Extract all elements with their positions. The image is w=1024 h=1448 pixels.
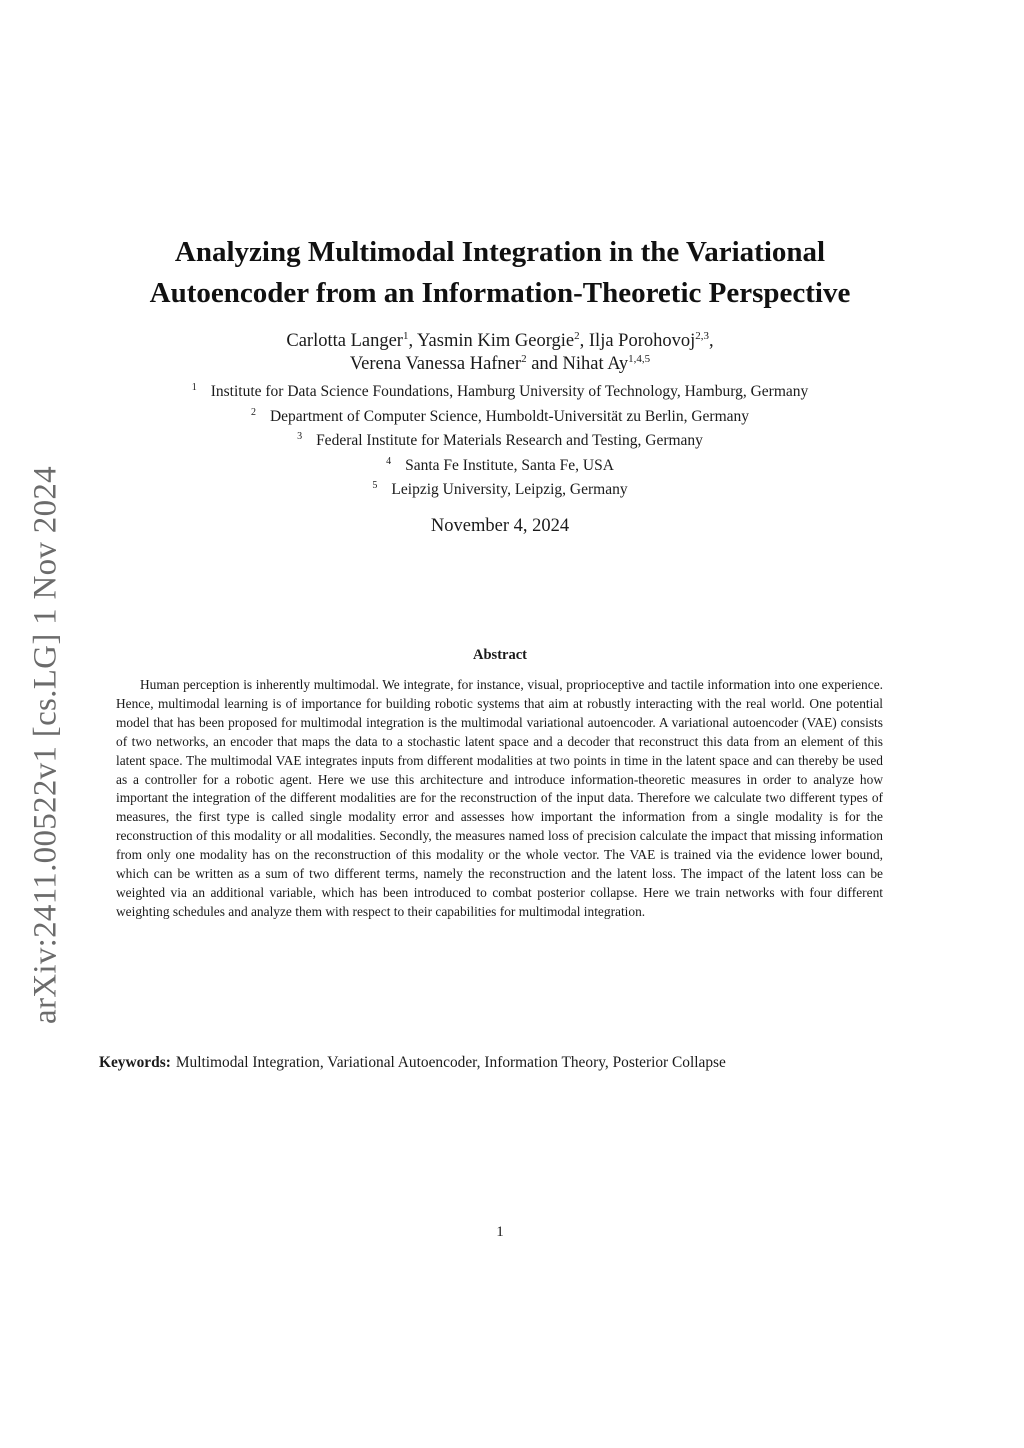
author-name: Verena Vanessa Hafner bbox=[349, 354, 522, 374]
author-line-1: Carlotta Langer$^1$, Yasmin Kim Georgie$^2$, Ilja Porohovoj$^{2,3}$, bbox=[286, 330, 714, 351]
title-line-2: Autoencoder from an Information-Theoretic Perspective bbox=[149, 277, 851, 309]
keywords-line bbox=[99, 1054, 919, 1072]
affiliation-item: $^1$ Institute for Data Science Foundations, Hamburg University of Technology, Hamburg, Germany bbox=[191, 382, 809, 400]
author-affiliation-marker: 1,4,5 bbox=[628, 353, 651, 365]
author-name: Nihat Ay bbox=[562, 354, 629, 374]
page-number: 1 bbox=[496, 1224, 504, 1240]
author-affiliation-marker: 2 bbox=[574, 330, 580, 342]
author-name: Carlotta Langer bbox=[286, 331, 403, 351]
title-line-1: Analyzing Multimodal Integration in the Variational bbox=[174, 236, 826, 268]
abstract-heading: Abstract bbox=[473, 647, 527, 663]
paper-title bbox=[60, 232, 940, 314]
author-affiliation-marker: 2,3 bbox=[695, 330, 710, 342]
keywords-text: Multimodal Integration, Variational Autoencoder, Information Theory, Posterior Collapse bbox=[175, 1054, 726, 1071]
keywords-label: Keywords: bbox=[99, 1054, 171, 1071]
author-list bbox=[100, 330, 900, 376]
abstract-body: Human perception is inherently multimodal. We integrate, for instance, visual, proprioceptive and tactile information into one experience. Hence, multimodal learning is of importance for building robotic systems that aim at robustly interacting with the real world. One potential model that has been proposed for multimodal integration is the multimodal variational autoencoder. A variational autoencoder (VAE) consists of two networks, an encoder that maps the data to a stochastic latent space and a decoder that reconstruct this data from an element of this latent space. The multimodal VAE integrates inputs from different modalities at two points in time in the latent space and can thereby be used as a controller for a robotic agent. Here we use this architecture and introduce information-theoretic measures in order to analyze how important the integration of the different modalities are for the reconstruction of the input data. Therefore we calculate two different types of measures, the first type is called single modality error and assesses how important the information from a single modality is for the reconstruction of this modality or all modalities. Secondly, the measures named loss of precision calculate the impact that missing information from only one modality has on the reconstruction of this modality or the whole vector. The VAE is trained via the evidence lower bound, which can be written as a sum of two different terms, namely the reconstruction and the latent loss. The impact of the latent loss can be weighted via an additional variable, which has been introduced to combat posterior collapse. Here we train networks with four different weighting schedules and analyze them with respect to their capabilities for multimodal integration. bbox=[116, 677, 883, 919]
affiliation-item: $^5$ Leipzig University, Leipzig, Germany bbox=[372, 480, 628, 498]
affiliation-item: $^4$ Santa Fe Institute, Santa Fe, USA bbox=[386, 455, 614, 474]
arxiv-identifier-text: arXiv:2411.00522v1 [cs.LG] 1 Nov 2024 bbox=[27, 466, 64, 1024]
author-affiliation-marker: 2 bbox=[521, 353, 527, 365]
affiliation-item: $^2$ Department of Computer Science, Humboldt-Universität zu Berlin, Germany bbox=[250, 406, 750, 425]
affiliation-item: $^3$ Federal Institute for Materials Research and Testing, Germany bbox=[297, 431, 703, 449]
publication-date: November 4, 2024 bbox=[430, 516, 570, 536]
author-name: Yasmin Kim Georgie bbox=[417, 331, 575, 351]
author-name: Ilja Porohovoj bbox=[588, 331, 696, 351]
author-affiliation-marker: 1 bbox=[402, 330, 409, 342]
affiliation-list bbox=[80, 380, 920, 503]
author-line-2: Verena Vanessa Hafner$^2$ and Nihat Ay$^{1,4,5}$ bbox=[349, 353, 651, 374]
